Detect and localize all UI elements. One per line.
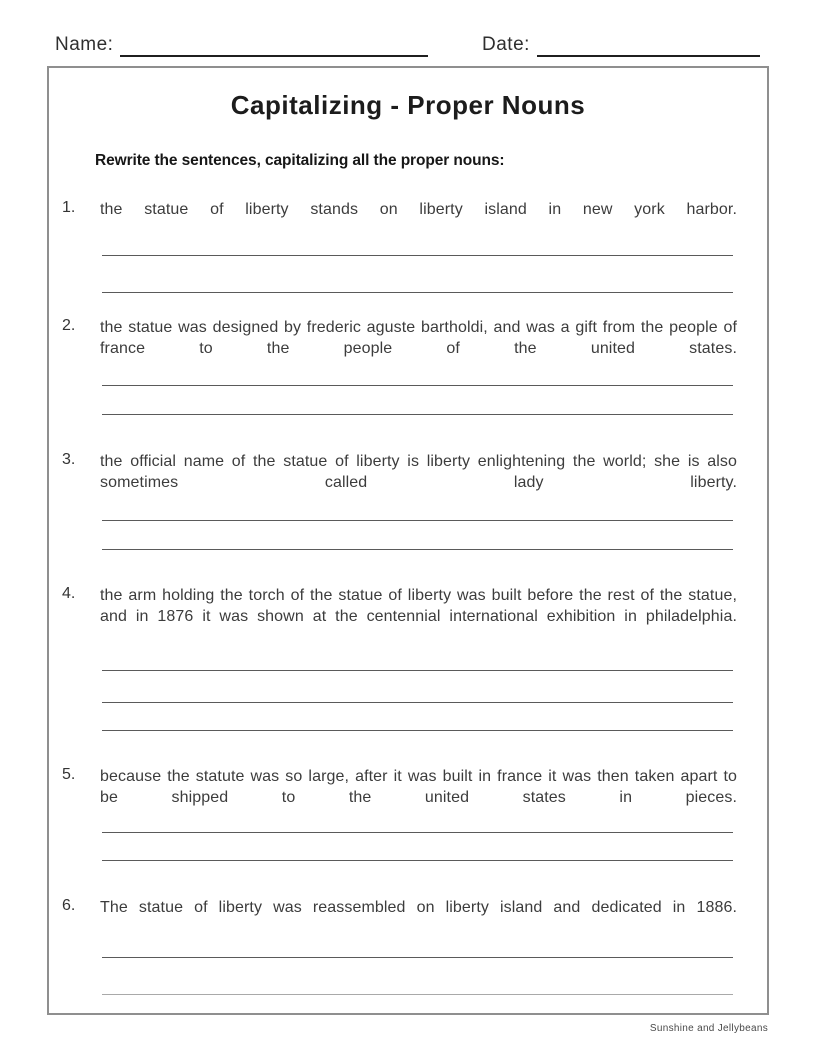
item-number: 4. [62,585,76,602]
item-number: 3. [62,451,76,468]
worksheet-box [47,66,769,1015]
item-sentence: the arm holding the torch of the statue of liberty was built before the rest of the statue, and in 1876 it was shown at the centennial international exhibition in philadelphia. [100,587,737,625]
item-sentence: the official name of the statue of liberty is liberty enlightening the world; she is also sometimes called lady liberty. [100,453,737,491]
date-label: Date: [482,34,530,55]
answer-line[interactable] [102,292,733,293]
date-fill-line[interactable] [537,55,760,57]
worksheet-item-4 [62,585,758,648]
answer-line[interactable] [102,860,733,861]
answer-line[interactable] [102,385,733,386]
name-fill-line[interactable] [120,55,428,57]
item-number: 1. [62,199,76,216]
answer-line[interactable] [102,520,733,521]
item-number: 6. [62,897,76,914]
answer-line[interactable] [102,957,733,958]
worksheet-item-2 [62,317,758,380]
answer-line[interactable] [102,994,733,995]
item-sentence: the statue of liberty stands on liberty island in new york harbor. [100,201,737,218]
answer-line[interactable] [102,549,733,550]
item-sentence: the statue was designed by frederic aguste bartholdi, and was a gift from the people of france to the people of the united states. [100,319,737,357]
item-sentence: The statue of liberty was reassembled on liberty island and dedicated in 1886. [100,899,737,916]
worksheet-item-3 [62,451,758,514]
worksheet-item-5 [62,766,758,829]
answer-line[interactable] [102,670,733,671]
item-sentence: because the statute was so large, after it was built in france it was then taken apart to be shipped to the united states in pieces. [100,768,737,806]
answer-line[interactable] [102,702,733,703]
answer-line[interactable] [102,832,733,833]
answer-line[interactable] [102,730,733,731]
item-number: 5. [62,766,76,783]
answer-line[interactable] [102,414,733,415]
answer-line[interactable] [102,255,733,256]
worksheet-title: Capitalizing - Proper Nouns [230,90,586,120]
item-number: 2. [62,317,76,334]
name-label: Name: [55,34,114,55]
footer-credit: Sunshine and Jellybeans [649,1023,768,1034]
worksheet-instructions: Rewrite the sentences, capitalizing all the proper nouns: [95,152,505,169]
worksheet-item-1 [62,199,758,241]
worksheet-item-6 [62,897,758,939]
